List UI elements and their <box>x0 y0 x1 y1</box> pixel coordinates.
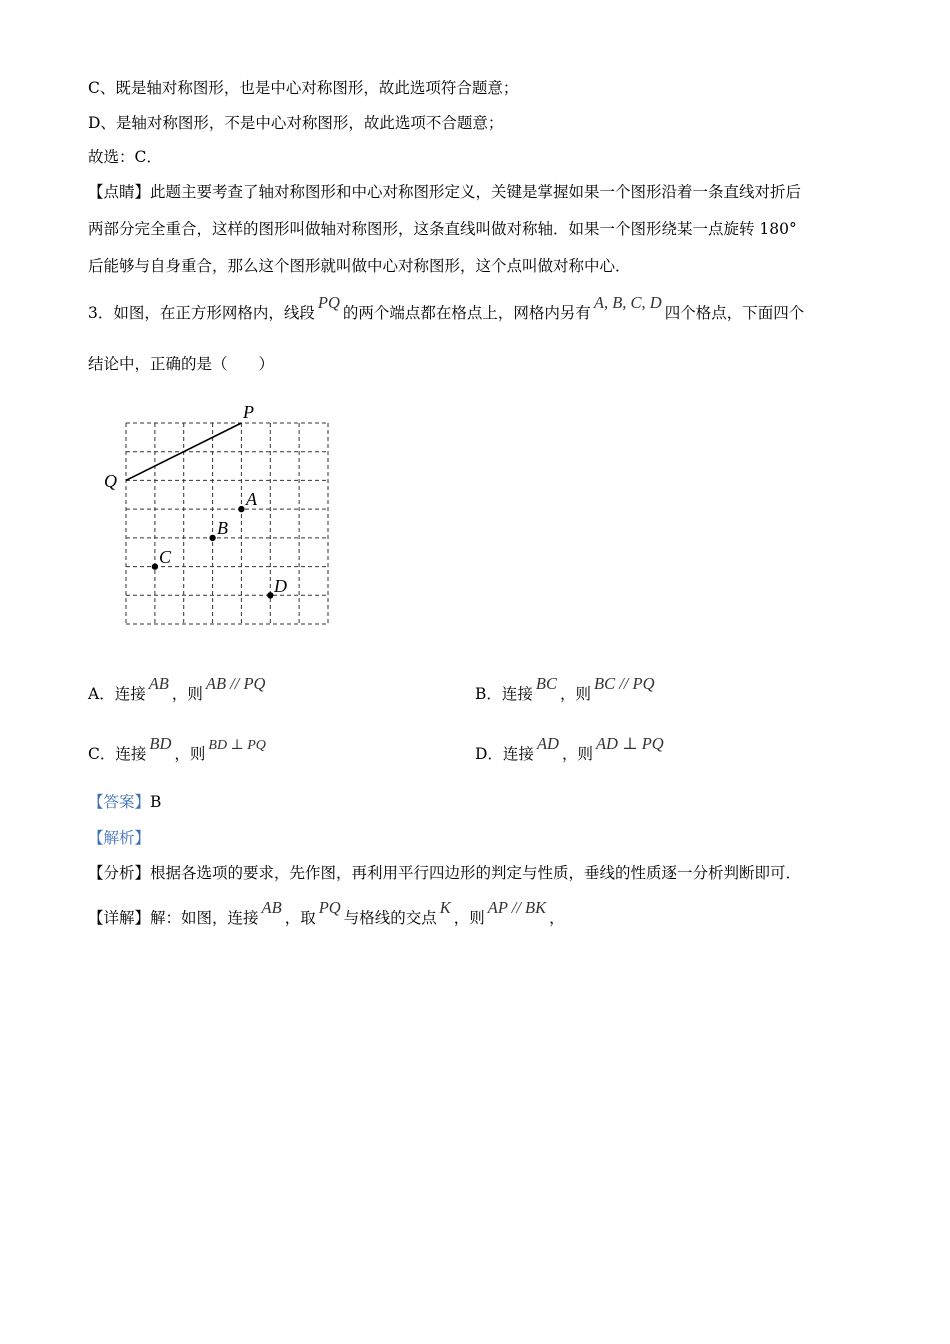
answer-line <box>88 792 161 812</box>
option-c-prefix: C．连接 <box>88 745 147 763</box>
detail-text-3: 与格线的交点 <box>343 909 437 927</box>
label-a: A <box>246 489 257 509</box>
option-a <box>88 674 268 704</box>
detail-text-2: ，取 <box>284 909 316 927</box>
text-line-choice: 故选：C． <box>88 148 162 166</box>
detail-pq: PQ <box>318 898 341 917</box>
question-line-2: 结论中，正确的是（ ） <box>88 355 275 373</box>
answer-tag: 【答案】 <box>88 793 151 811</box>
question-line-1 <box>88 293 805 323</box>
question-suffix: 四个格点，下面四个 <box>664 304 805 322</box>
option-b <box>475 674 658 704</box>
option-c-rel: BD ⊥ PQ <box>208 738 266 753</box>
option-d <box>475 734 667 764</box>
grid-figure <box>100 398 340 628</box>
point-c <box>152 563 158 569</box>
option-a-rel: AB // PQ <box>205 674 266 693</box>
point-a <box>238 506 244 512</box>
option-a-seg: AB <box>148 674 169 693</box>
option-d-sep: ，则 <box>561 745 593 763</box>
label-p: P <box>243 402 254 422</box>
option-b-prefix: B．连接 <box>475 685 533 703</box>
detail-rel: AP // BK <box>487 898 547 917</box>
option-b-rel: BC // PQ <box>594 674 655 693</box>
option-b-sep: ，则 <box>559 685 591 703</box>
detail-text-5: ， <box>549 909 565 927</box>
label-q: Q <box>104 471 117 491</box>
option-a-prefix: A．连接 <box>88 685 146 703</box>
detail-k: K <box>439 898 451 917</box>
detail-text-1: 解：如图，连接 <box>150 909 259 927</box>
detail-text-4: ，则 <box>453 909 485 927</box>
text-line-comment-1: 【点睛】此题主要考查了轴对称图形和中心对称图形定义，关键是掌握如果一个图形沿着一条直线对折后 <box>88 183 802 201</box>
option-c-seg: BD <box>149 734 172 753</box>
option-d-seg: AD <box>536 734 559 753</box>
text-line-c: C、既是轴对称图形，也是中心对称图形，故此选项符合题意； <box>88 79 519 97</box>
option-b-seg: BC <box>535 674 557 693</box>
option-c <box>88 734 269 766</box>
option-c-sep: ，则 <box>174 745 206 763</box>
math-points: A, B, C, D <box>593 293 662 312</box>
option-a-sep: ，则 <box>171 685 203 703</box>
analysis-tag: 【解析】 <box>88 829 151 847</box>
math-pq: PQ <box>317 293 340 312</box>
label-b: B <box>217 518 228 538</box>
question-mid: 的两个端点都在格点上，网格内另有 <box>342 304 591 322</box>
text-line-d: D、是轴对称图形，不是中心对称图形，故此选项不合题意； <box>88 114 504 132</box>
label-c: C <box>159 547 172 567</box>
question-prefix: 3．如图，在正方形网格内，线段 <box>88 304 315 322</box>
point-b <box>209 535 215 541</box>
option-d-prefix: D．连接 <box>475 745 534 763</box>
fenxi-line: 【分析】根据各选项的要求，先作图，再利用平行四边形的判定与性质，垂线的性质逐一分析判断即可． <box>88 864 802 882</box>
option-d-rel: AD ⊥ PQ <box>595 734 664 753</box>
answer-value: B <box>150 793 162 811</box>
detail-tag: 【详解】 <box>88 909 151 927</box>
text-line-comment-2: 两部分完全重合，这样的图形叫做轴对称图形，这条直线叫做对称轴．如果一个图形绕某一点旋转 180° <box>88 220 797 238</box>
point-d <box>267 592 273 598</box>
label-d: D <box>274 576 287 596</box>
detail-ab: AB <box>261 898 282 917</box>
detail-line <box>88 898 565 928</box>
text-line-comment-3: 后能够与自身重合，那么这个图形就叫做中心对称图形，这个点叫做对称中心． <box>88 257 631 275</box>
